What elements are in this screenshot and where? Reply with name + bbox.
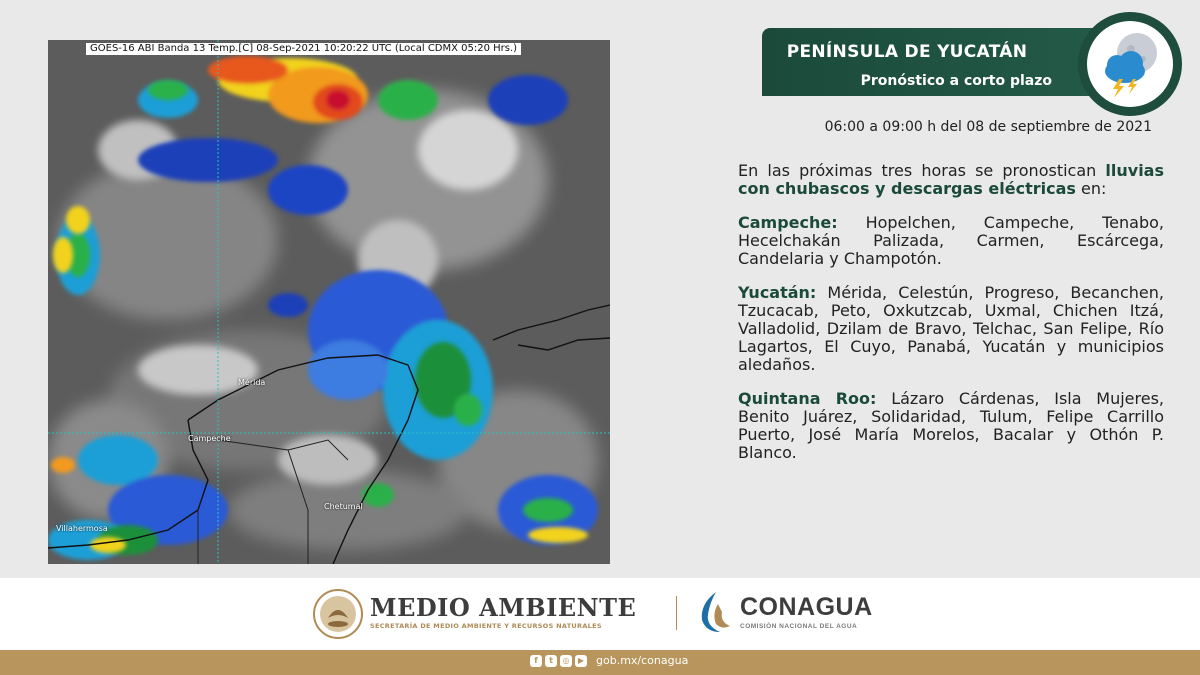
city-label-merida: Mérida — [238, 378, 266, 387]
state-name: Quintana Roo: — [738, 389, 877, 408]
conagua-title: CONAGUA — [740, 593, 873, 621]
region-title: PENÍNSULA DE YUCATÁN — [786, 42, 1028, 62]
city-label-campeche: Campeche — [188, 434, 231, 443]
state-name: Campeche: — [738, 213, 838, 232]
state-places: Mérida, Celestún, Progreso, Becanchen, Tzucacab, Peto, Oxkutzcab, Uxmal, Chichen Itzá, Valladolid, Dzilam de Bravo, Telchac, San Felipe, Río Lagartos, El Cuyo, Panabá, Yucatán y municipios aledaños. — [738, 283, 1164, 374]
logo-divider — [676, 596, 677, 630]
social-links — [530, 654, 688, 667]
website-link[interactable]: gob.mx/conagua — [596, 654, 689, 667]
header-banner — [762, 28, 1102, 96]
medio-ambiente-title: MEDIO AMBIENTE — [370, 593, 637, 622]
weather-badge — [1078, 12, 1182, 116]
medio-ambiente-subtitle: SECRETARÍA DE MEDIO AMBIENTE Y RECURSOS NATURALES — [370, 622, 602, 630]
intro-highlight: lluvias con chubascos y descargas eléctricas — [738, 161, 1164, 198]
state-yucatan — [738, 284, 1164, 374]
conagua-subtitle: COMISIÓN NACIONAL DEL AGUA — [740, 623, 858, 630]
forecast-text — [738, 162, 1164, 462]
youtube-icon[interactable]: ▶ — [575, 655, 587, 667]
city-label-villahermosa: Villahermosa — [56, 524, 108, 533]
state-places: Hopelchen, Campeche, Tenabo, Hecelchakán Palizada, Carmen, Escárcega, Candelaria y Champotón. — [738, 213, 1165, 268]
facebook-icon[interactable]: f — [530, 655, 542, 667]
intro-end: en: — [1080, 179, 1107, 198]
storm-cloud-moon-icon — [1087, 21, 1173, 107]
state-quintana-roo — [738, 390, 1164, 462]
forecast-intro — [738, 162, 1164, 198]
forecast-date-range: 06:00 a 09:00 h del 08 de septiembre de 2021 — [824, 119, 1152, 135]
instagram-icon[interactable]: ◎ — [560, 655, 572, 667]
state-name: Yucatán: — [738, 283, 817, 302]
forecast-type-subtitle: Pronóstico a corto plazo — [860, 73, 1052, 89]
state-places: Lázaro Cárdenas, Isla Mujeres, Benito Juárez, Solidaridad, Tulum, Felipe Carrillo Puerto, José María Morelos, Bacalar y Othón P. Blanco. — [738, 389, 1165, 462]
intro-text: En las próximas tres horas se pronostican — [738, 161, 1097, 180]
satellite-caption: GOES-16 ABI Banda 13 Temp.[C] 08-Sep-2021 10:20:22 UTC (Local CDMX 05:20 Hrs.) — [86, 43, 521, 55]
twitter-icon[interactable]: t — [545, 655, 557, 667]
state-campeche — [738, 214, 1164, 268]
satellite-cloud-map — [48, 40, 610, 564]
conagua-logo-icon — [694, 590, 736, 634]
satellite-image — [48, 40, 610, 564]
mexico-coat-of-arms-logo — [312, 588, 364, 640]
city-label-chetumal: Chetumal — [324, 502, 363, 511]
